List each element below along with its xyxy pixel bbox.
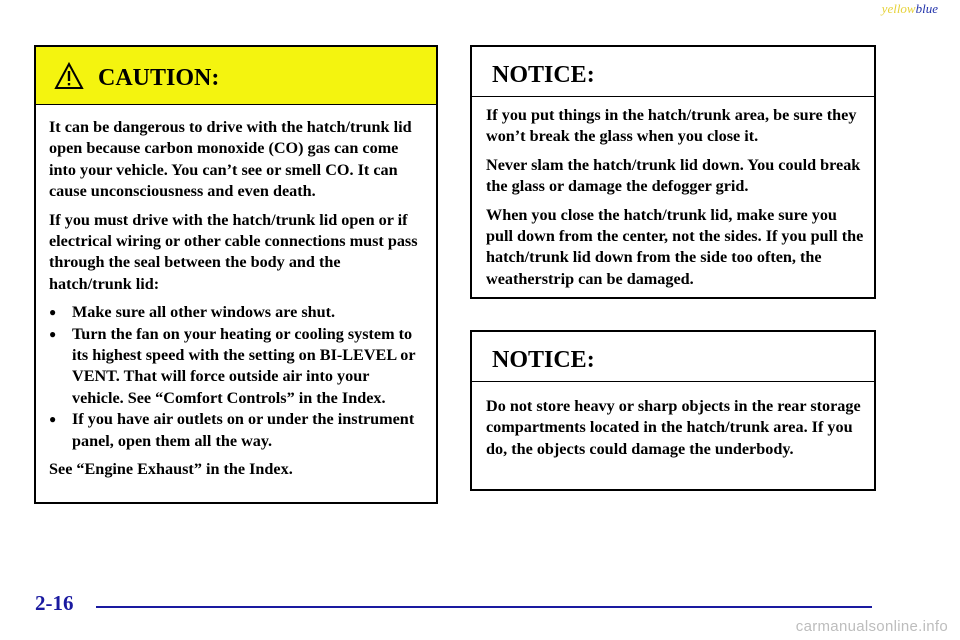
notice-body: [472, 97, 874, 290]
caution-paragraph: It can be dangerous to drive with the hatch/trunk lid open because carbon monoxide (CO) gas can come into your vehicle. You can’t see or smell CO. It can cause unconsciousness and even death.: [49, 118, 412, 201]
caution-header: [36, 47, 436, 105]
notice-title: NOTICE:: [472, 332, 874, 382]
color-tag: [882, 1, 938, 17]
notice-paragraph: Do not store heavy or sharp objects in the rear storage compartments located in the hatch/trunk area. If you do, the objects could damage the underbody.: [486, 397, 861, 458]
caution-title: CAUTION:: [98, 65, 220, 91]
color-tag-yellow: yellow: [881, 1, 916, 16]
page-number: 2-16: [35, 591, 74, 615]
notice-paragraph: When you close the hatch/trunk lid, make sure you pull down from the center, not the sides. If you pull the hatch/trunk lid down from the side too often, the weatherstrip can be damaged.: [486, 205, 864, 288]
notice-box-storage: [470, 330, 876, 491]
caution-bullet: ● Turn the fan on your heating or cooling system to its highest speed with the setting on BI-LEVEL or VENT. That will force outside air into your vehicle. See “Comfort Controls” in the Index.: [49, 324, 424, 410]
color-tag-blue: blue: [915, 1, 938, 16]
notice-title: NOTICE:: [472, 47, 874, 97]
caution-bullet-list: [49, 302, 424, 452]
notice-paragraph: Never slam the hatch/trunk lid down. You could break the glass or damage the defogger grid.: [486, 155, 861, 196]
footer-rule: [96, 606, 872, 608]
notice-body: [472, 382, 874, 460]
caution-paragraph: If you must drive with the hatch/trunk lid open or if electrical wiring or other cable connections must pass through the seal between the body and the hatch/trunk lid:: [49, 210, 418, 293]
notice-paragraph: If you put things in the hatch/trunk area, be sure they won’t break the glass when you close it.: [486, 106, 857, 146]
caution-bullet: ● Make sure all other windows are shut.: [49, 302, 424, 323]
watermark: carmanualsonline.info: [795, 618, 948, 635]
caution-box: [34, 45, 438, 504]
caution-closing: See “Engine Exhaust” in the Index.: [49, 460, 293, 479]
warning-triangle-icon: [54, 62, 84, 90]
caution-bullet: ● If you have air outlets on or under the instrument panel, open them all the way.: [49, 409, 424, 452]
caution-body: [36, 105, 436, 481]
notice-box-glass: [470, 45, 876, 299]
